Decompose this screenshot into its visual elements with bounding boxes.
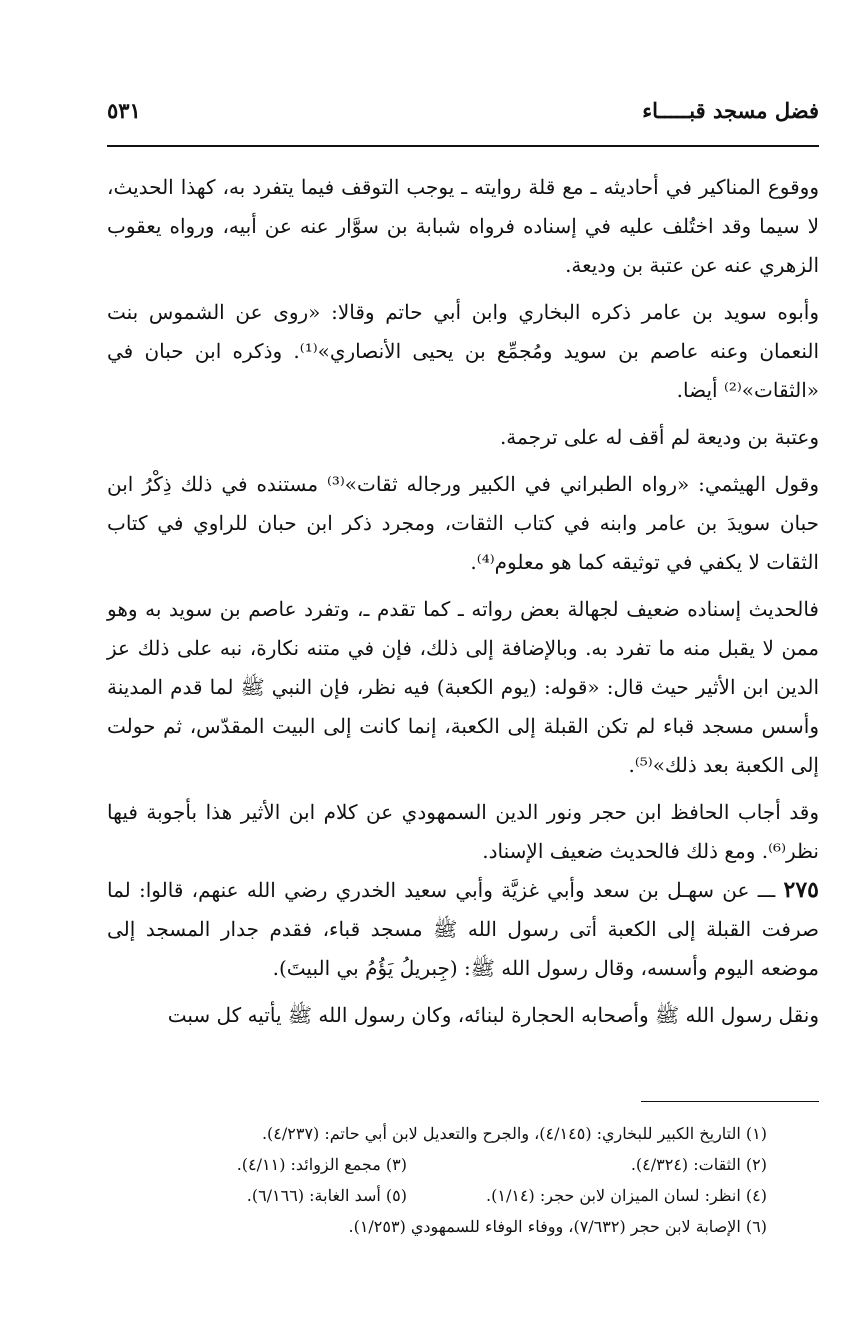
hadith-dash: ـــ <box>757 878 776 902</box>
paragraph: وعتبة بن وديعة لم أقف له على ترجمة. <box>499 425 819 449</box>
paragraph: وأبوه سويد بن عامر ذكره البخاري وابن أبي حاتم وقالا: «روى عن الشموس بنت النعمان وعنه عاصم بن سويد ومُجمِّع بن يحيى الأنصاري»⁽¹⁾. وذكره ابن حبان في «الثقات»⁽²⁾ أيضا. <box>107 300 819 402</box>
footnote-line <box>107 1211 767 1242</box>
main-text <box>107 168 819 1035</box>
header-divider <box>107 145 819 147</box>
page-number: ٥٣١ <box>107 98 141 123</box>
hadith-number: ٢٧٥ <box>783 877 819 903</box>
footnote-divider <box>641 1101 819 1102</box>
paragraph: ووقوع المناكير في أحاديثه ـ مع قلة روايته ـ يوجب التوقف فيما يتفرد به، كهذا الحديث، لا سيما وقد اختُلف عليه في إسناده فرواه شبابة بن سوَّار عنه عن أبيه، ورواه يعقوب الزهري عنه عن عتبة بن وديعة. <box>107 175 819 277</box>
hadith-entry <box>107 871 819 988</box>
footnote-6: (٦) الإصابة لابن حجر (٧/٦٣٢)، ووفاء الوفاء للسمهودي (١/٢٥٣). <box>348 1217 767 1236</box>
paragraph: وقد أجاب الحافظ ابن حجر ونور الدين السمهودي عن كلام ابن الأثير هذا بأجوبة فيها نظر⁽⁶⁾. ومع ذلك فالحديث ضعيف الإسناد. <box>107 800 819 863</box>
hadith-text: عن سهـل بن سعد وأبي غزيَّة وأبي سعيد الخدري رضي الله عنهم، قالوا: لما صرفت القبلة إلى الكعبة أتى رسول الله ﷺ مسجد قباء، فقدم جدار المسجد إلى موضعه اليوم وأسسه، وقال رسول الله ﷺ: (جِبريلُ يَؤُمُ بي البيتَ). <box>107 878 819 980</box>
footnote-line <box>107 1149 767 1180</box>
running-header <box>107 92 819 132</box>
footnotes <box>107 1118 767 1242</box>
running-title: فضل مسجد قبـــــاء <box>642 98 819 123</box>
footnote-line <box>107 1180 767 1211</box>
footnote-5: (٥) أسد الغابة: (٦/١٦٦). <box>246 1186 407 1205</box>
paragraph: ونقل رسول الله ﷺ وأصحابه الحجارة لبنائه، وكان رسول الله ﷺ يأتيه كل سبت <box>167 1003 819 1027</box>
footnote-line <box>107 1118 767 1149</box>
footnote-4: (٤) انظر: لسان الميزان لابن حجر: (١/١٤). <box>486 1186 767 1205</box>
footnote-3: (٣) مجمع الزوائد: (٤/١١). <box>236 1155 407 1174</box>
footnote-2: (٢) الثقات: (٤/٣٢٤). <box>630 1155 767 1174</box>
paragraph: فالحديث إسناده ضعيف لجهالة بعض رواته ـ كما تقدم ـ، وتفرد عاصم بن سويد به وهو ممن لا يقبل منه ما تفرد به. وبالإضافة إلى ذلك، فإن في متنه نكارة، نبه على ذلك عز الدين ابن الأثير حيث قال: «قوله: (يوم الكعبة) فيه نظر، فإن النبي ﷺ لما قدم المدينة وأسس مسجد قباء لم تكن القبلة إلى الكعبة، إنما كانت إلى البيت المقدّس، ثم حولت إلى الكعبة بعد ذلك»⁽⁵⁾. <box>107 597 820 777</box>
footnote-1: (١) التاريخ الكبير للبخاري: (٤/١٤٥)، والجرح والتعديل لابن أبي حاتم: (٤/٢٣٧). <box>261 1124 767 1143</box>
paragraph: وقول الهيثمي: «رواه الطبراني في الكبير ورجاله ثقات»⁽³⁾ مستنده في ذلك ذِكْرُ ابن حبان سويدَ بن عامر وابنه في كتاب الثقات، ومجرد ذكر ابن حبان للراوي في كتاب الثقات لا يكفي في توثيقه كما هو معلوم⁽⁴⁾. <box>107 472 819 574</box>
